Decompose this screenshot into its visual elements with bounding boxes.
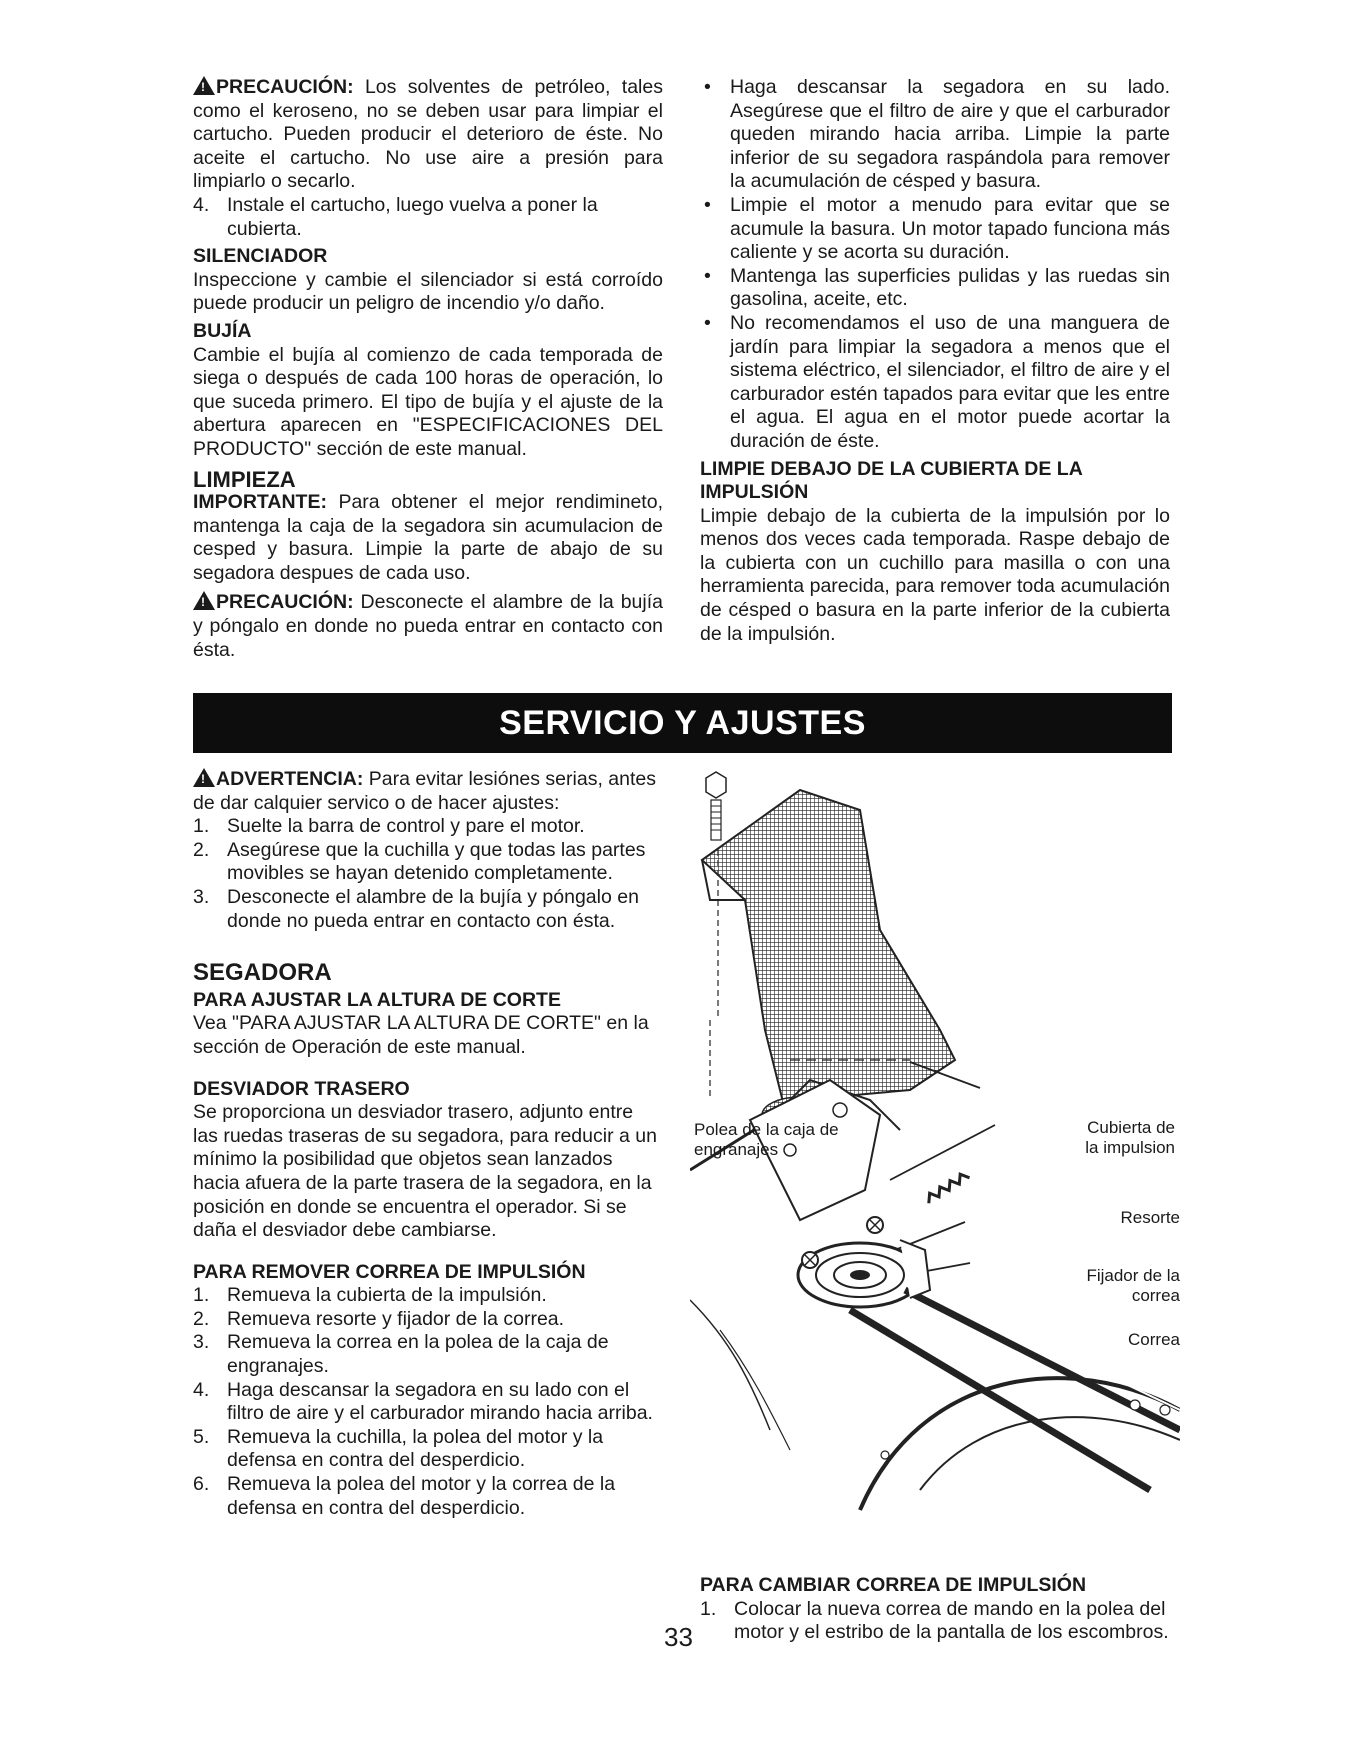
altura-heading: PARA AJUSTAR LA ALTURA DE CORTE xyxy=(193,988,561,1011)
list-item-text: Desconecte el alambre de la bujía y póngalo en donde no pueda entrar en contacto con ésta. xyxy=(227,885,639,932)
list-item-number: 2. xyxy=(193,838,210,861)
list-item-number: 4. xyxy=(193,1378,210,1401)
list-item-number: 1. xyxy=(193,815,210,838)
importante-label: IMPORTANTE: xyxy=(193,491,327,514)
caution-paragraph-2 xyxy=(193,591,663,662)
list-item xyxy=(193,1284,663,1308)
bottom-right-column xyxy=(700,1570,1170,1645)
list-item xyxy=(193,1426,663,1473)
list-item xyxy=(700,312,1170,454)
warning-text: Para evitar lesiónes serias, antes de dar calquier servico o de hacer ajustes: xyxy=(193,768,656,814)
list-item xyxy=(700,76,1170,194)
list-item-text: Suelte la barra de control y pare el motor. xyxy=(227,815,585,838)
silenciador-text: Inspeccione y cambie el silenciador si está corroído puede producir un peligro de incendio y/o daño. xyxy=(193,268,663,315)
caution-label: PRECAUCIÓN: xyxy=(216,76,354,98)
list-item xyxy=(700,265,1170,312)
silenciador-heading: SILENCIADOR xyxy=(193,245,328,268)
list-item-number: 2. xyxy=(193,1307,210,1330)
list-item-number: 1. xyxy=(193,1284,210,1307)
top-right-column xyxy=(700,76,1170,646)
warning-triangle-icon xyxy=(193,768,215,787)
bullet-mark: • xyxy=(704,311,711,334)
list-item-text: Remueva la cuchilla, la polea del motor y la defensa en contra del desperdicio. xyxy=(227,1425,604,1472)
bujia-heading: BUJÍA xyxy=(193,319,252,342)
caution-label: PRECAUCIÓN: xyxy=(216,591,354,614)
page-number: 33 xyxy=(664,1622,693,1652)
list-item xyxy=(700,194,1170,265)
list-item-text: No recomendamos el uso de una manguera de jardín para limpiar la segadora a menos que el sistema eléctrico, el silenciador, el filtro de aire y el carburador estén tapados para evitar que les entre el agua. El agua en el motor puede acortar la duración de éste. xyxy=(730,311,1170,452)
warning-paragraph xyxy=(193,768,663,815)
list-item xyxy=(193,1379,663,1426)
cambiar-heading: PARA CAMBIAR CORREA DE IMPULSIÓN xyxy=(700,1574,1087,1596)
list-item-number: 5. xyxy=(193,1425,210,1448)
limpieza-heading: LIMPIEZA xyxy=(193,466,296,492)
label-polea: Polea de la caja de engranajes xyxy=(694,1120,839,1159)
bujia-text: Cambie el bujía al comienzo de cada temporada de siega o después de cada 100 horas de operación, lo que suceda primero. El tipo de bujía y el ajuste de la abertura aparecen en "ESPECIFICACIONES DEL PRODUCTO" sección de este manual. xyxy=(193,343,663,460)
list-item xyxy=(193,194,663,241)
list-item xyxy=(193,1473,663,1520)
desviador-heading: DESVIADOR TRASERO xyxy=(193,1077,410,1100)
list-item xyxy=(193,886,663,933)
belt-shape xyxy=(850,1282,1180,1490)
list-item-text: Colocar la nueva correa de mando en la polea del motor y el estribo de la pantalla de los escombros. xyxy=(734,1597,1169,1644)
drive-belt-illustration xyxy=(690,770,1180,1550)
bullet-mark: • xyxy=(704,264,711,287)
bullet-mark: • xyxy=(704,76,711,98)
top-left-column xyxy=(193,76,663,662)
list-item-text: Haga descansar la segadora en su lado. Asegúrese que el filtro de aire y que el carburador queden mirando hacia arriba. Limpie la parte inferior de su segadora raspándola para remover la acumulación de césped y basura. xyxy=(730,76,1170,193)
label-correa: Correa xyxy=(1128,1330,1180,1349)
label-cubierta: Cubierta de la impulsion xyxy=(1085,1118,1175,1157)
bolt-icon xyxy=(706,772,726,840)
list-item-text: Remueva la correa en la polea de la caja de engranajes. xyxy=(227,1331,609,1378)
bottom-left-column xyxy=(193,768,663,1520)
list-item-text: Mantenga las superficies pulidas y las ruedas sin gasolina, aceite, etc. xyxy=(730,264,1170,311)
list-item xyxy=(193,815,663,839)
limpie-heading: LIMPIE DEBAJO DE LA CUBIERTA DE LA IMPULSIÓN xyxy=(700,457,1083,504)
section-banner: SERVICIO Y AJUSTES xyxy=(193,693,1172,753)
list-item-text: Asegúrese que la cuchilla y que todas las partes movibles se hayan detenido completamente. xyxy=(227,838,646,885)
list-item xyxy=(193,839,663,886)
label-resorte: Resorte xyxy=(1120,1208,1180,1227)
bullet-mark: • xyxy=(704,193,711,216)
list-item-text: Haga descansar la segadora en su lado con el filtro de aire y el carburador mirando hacia arriba. xyxy=(227,1378,653,1425)
list-item-number: 4. xyxy=(193,193,210,216)
limpie-text: Limpie debajo de la cubierta de la impulsión por lo menos dos veces cada temporada. Raspe debajo de la cubierta con un cuchillo para masilla o con una herramienta parecida, para remover toda acumulación de césped o basura en la parte inferior de la cubierta de la impulsión. xyxy=(700,504,1170,645)
list-item-text: Instale el cartucho, luego vuelva a poner la cubierta. xyxy=(227,193,598,240)
list-item-text: Remueva la polea del motor y la correa de la defensa en contra del desperdicio. xyxy=(227,1473,616,1519)
spring-icon xyxy=(925,1171,970,1203)
list-item xyxy=(700,1598,1170,1645)
list-item xyxy=(193,1331,663,1378)
caution-paragraph-1 xyxy=(193,76,663,194)
importante-text: Para obtener el mejor rendimineto, mantenga la caja de la segadora sin acumulacion de cesped y basura. Limpie la parte de abajo de su segadora despues de cada uso. xyxy=(193,491,663,584)
remover-heading: PARA REMOVER CORREA DE IMPULSIÓN xyxy=(193,1260,586,1283)
list-item-number: 6. xyxy=(193,1473,210,1496)
list-item-number: 3. xyxy=(193,1331,210,1354)
warning-triangle-icon xyxy=(193,76,215,95)
altura-text: Vea "PARA AJUSTAR LA ALTURA DE CORTE" en la sección de Operación de este manual. xyxy=(193,1012,649,1058)
warning-label: ADVERTENCIA: xyxy=(216,768,364,790)
list-item-text: Limpie el motor a menudo para evitar que se acumule la basura. Un motor tapado funciona más caliente y se acorta su duración. xyxy=(730,193,1170,264)
list-item-number: 1. xyxy=(700,1597,717,1620)
caution-text: Los solventes de petróleo, tales como el keroseno, no se deben usar para limpiar el cartucho. Pueden producir el deterioro de éste. No aceite el cartucho. No use aire a presión para limpiarlo o secarlo. xyxy=(193,76,663,193)
list-item xyxy=(193,1308,663,1332)
desviador-text: Se proporciona un desviador trasero, adjunto entre las ruedas traseras de su segadora, para reducir a un mínimo la posibilidad que objetos sean lanzados hacia afuera de la parte trasera de la segadora, en la posición en donde se encuentra el operador. Si se daña el desviador debe cambiarse. xyxy=(193,1101,657,1242)
warning-triangle-icon xyxy=(193,591,215,610)
label-fijador: Fijador de la correa xyxy=(1086,1266,1180,1305)
importante-paragraph xyxy=(193,491,663,585)
segadora-heading: SEGADORA xyxy=(193,959,332,987)
list-item-text: Remueva la cubierta de la impulsión. xyxy=(227,1284,547,1307)
drive-belt-diagram xyxy=(690,770,1180,1550)
caution-text: Desconecte el alambre de la bujía y póngalo en donde no pueda entrar en contacto con ésta. xyxy=(193,591,663,661)
list-item-number: 3. xyxy=(193,885,210,908)
list-item-text: Remueva resorte y fijador de la correa. xyxy=(227,1307,565,1330)
